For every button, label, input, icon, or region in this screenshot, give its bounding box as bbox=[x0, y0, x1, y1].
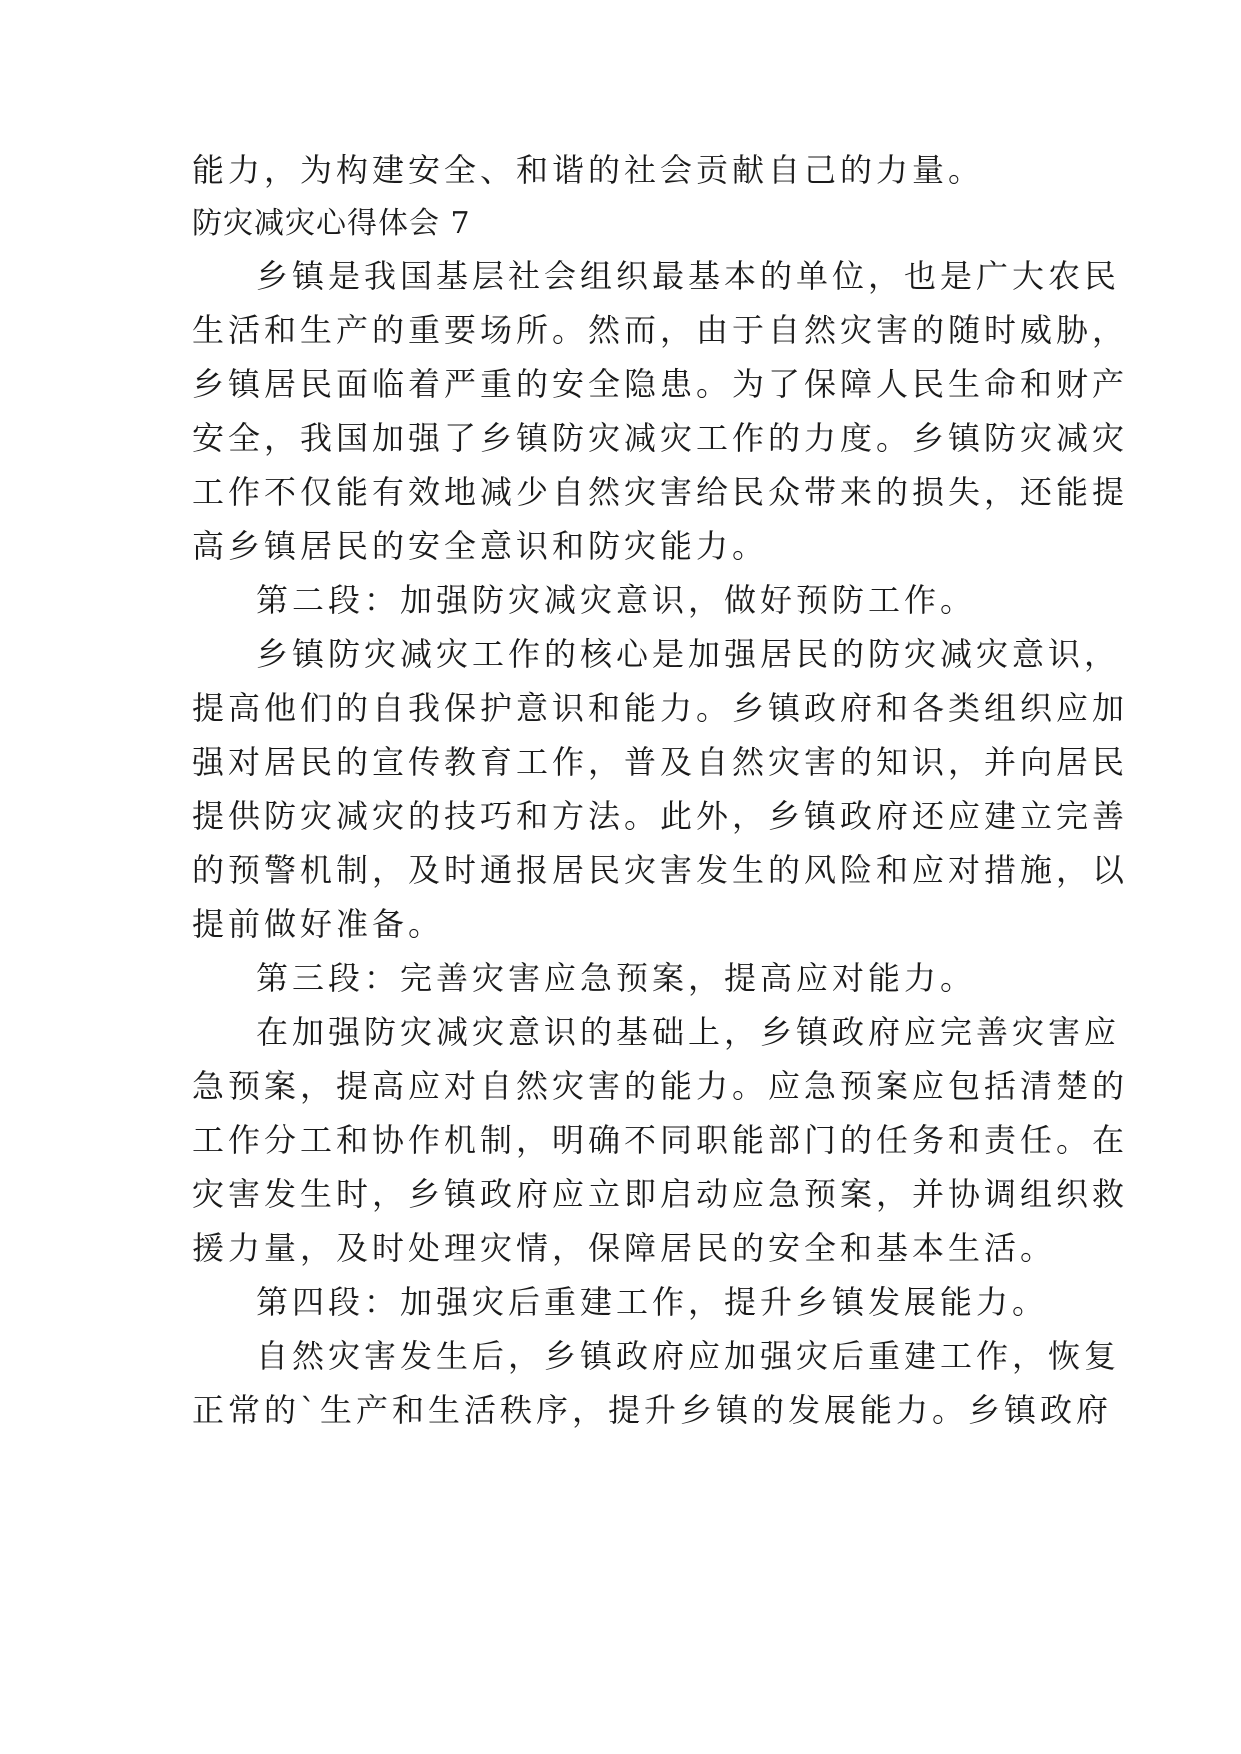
text-line: 生活和生产的重要场所。然而，由于自然灾害的随时威胁， bbox=[192, 311, 1129, 349]
text-line: 提前做好准备。 bbox=[192, 905, 445, 943]
section-title: 防灾减灾心得体会 7 bbox=[192, 206, 471, 241]
text-line: 自然灾害发生后，乡镇政府应加强灾后重建工作，恢复 bbox=[256, 1337, 1121, 1375]
text-line: 提供防灾减灾的技巧和方法。此外，乡镇政府还应建立完善 bbox=[192, 797, 1129, 835]
paragraph-heading: 第三段：完善灾害应急预案，提高应对能力。 bbox=[256, 959, 977, 997]
text-line: 提高他们的自我保护意识和能力。乡镇政府和各类组织应加 bbox=[192, 689, 1129, 727]
text-line: 灾害发生时，乡镇政府应立即启动应急预案，并协调组织救 bbox=[192, 1175, 1129, 1213]
text-line: 强对居民的宣传教育工作，普及自然灾害的知识，并向居民 bbox=[192, 743, 1129, 781]
text-line: 乡镇防灾减灾工作的核心是加强居民的防灾减灾意识， bbox=[256, 635, 1121, 673]
text-line: 工作不仅能有效地减少自然灾害给民众带来的损失，还能提 bbox=[192, 473, 1129, 511]
text-line: 急预案，提高应对自然灾害的能力。应急预案应包括清楚的 bbox=[192, 1067, 1129, 1105]
text-line: 安全，我国加强了乡镇防灾减灾工作的力度。乡镇防灾减灾 bbox=[192, 419, 1129, 457]
text-line: 高乡镇居民的安全意识和防灾能力。 bbox=[192, 527, 769, 565]
text-line: 正常的`生产和生活秩序，提升乡镇的发展能力。乡镇政府 bbox=[192, 1391, 1113, 1429]
paragraph-heading: 第四段：加强灾后重建工作，提升乡镇发展能力。 bbox=[256, 1283, 1049, 1321]
text-line: 乡镇是我国基层社会组织最基本的单位，也是广大农民 bbox=[256, 257, 1121, 295]
text-line: 乡镇居民面临着严重的安全隐患。为了保障人民生命和财产 bbox=[192, 365, 1129, 403]
text-line: 工作分工和协作机制，明确不同职能部门的任务和责任。在 bbox=[192, 1121, 1129, 1159]
text-line: 援力量，及时处理灾情，保障居民的安全和基本生活。 bbox=[192, 1229, 1057, 1267]
text-line: 的预警机制，及时通报居民灾害发生的风险和应对措施，以 bbox=[192, 851, 1129, 889]
text-line: 在加强防灾减灾意识的基础上，乡镇政府应完善灾害应 bbox=[256, 1013, 1121, 1051]
text-line: 能力，为构建安全、和谐的社会贡献自己的力量。 bbox=[192, 151, 985, 189]
paragraph-heading: 第二段：加强防灾减灾意识，做好预防工作。 bbox=[256, 581, 977, 619]
